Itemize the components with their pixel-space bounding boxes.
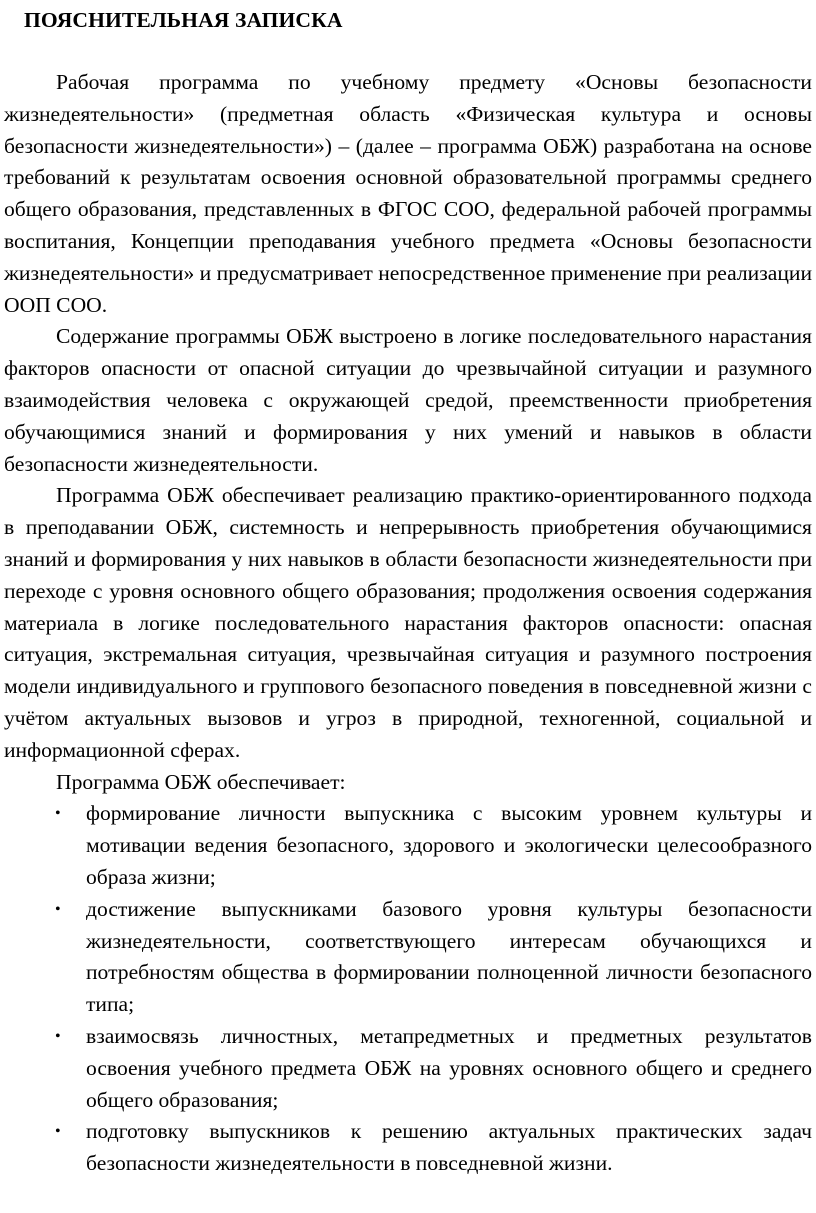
- list-item: [4, 1021, 812, 1116]
- list-item-text: взаимосвязь личностных, метапредметных и предметных результатов освоения учебного предмета ОБЖ на уровнях основного общего и среднего общего образования;: [86, 1023, 812, 1112]
- list-item: [4, 1116, 812, 1180]
- document-title: ПОЯСНИТЕЛЬНАЯ ЗАПИСКА: [24, 8, 343, 32]
- bullet-icon: •: [55, 805, 61, 823]
- list-item: [4, 894, 812, 1021]
- bullet-list: [4, 798, 812, 1180]
- list-intro: Программа ОБЖ обеспечивает:: [56, 769, 346, 794]
- list-item: [4, 798, 812, 893]
- paragraph-purpose: Рабочая программа по учебному предмету «Основы безопасности жизнедеятельности» (предметная область «Физическая культура и основы безопасности жизнедеятельности») – (далее – программа ОБЖ) разработана на основе требований к результатам освоения основной образовательной программы среднего общего образования, представленных в ФГОС СОО, федеральной рабочей программы воспитания, Концепции преподавания учебного предмета «Основы безопасности жизнедеятельности» и предусматривает непосредственное применение при реализации ООП СОО.: [4, 70, 812, 317]
- paragraph-content: Содержание программы ОБЖ выстроено в логике последовательного нарастания факторов опасности от опасной ситуации до чрезвычайной ситуации и разумного взаимодействия человека с окружающей средой, преемственности приобретения обучающимися знаний и формирования у них умений и навыков в области безопасности жизнедеятельности.: [4, 324, 812, 476]
- bullet-icon: •: [55, 1027, 61, 1045]
- list-item-text: подготовку выпускников к решению актуальных практических задач безопасности жизнедеятельности в повседневной жизни.: [86, 1119, 812, 1176]
- bullet-icon: •: [55, 900, 61, 918]
- list-item-text: формирование личности выпускника с высоким уровнем культуры и мотивации ведения безопасного, здорового и экологически целесообразного образа жизни;: [86, 801, 812, 889]
- paragraph-approach: Программа ОБЖ обеспечивает реализацию практико-ориентированного подхода в преподавании ОБЖ, системность и непрерывность приобретения обучающимися знаний и формирования у них навыков в области безопасности жизнедеятельности при переходе с уровня основного общего образования; продолжения освоения содержания материала в логике последовательного нарастания факторов опасности: опасная ситуация, экстремальная ситуация, чрезвычайная ситуация и разумного построения модели индивидуального и группового безопасного поведения в повседневной жизни с учётом актуальных вызовов и угроз в природной, техногенной, социальной и информационной сферах.: [4, 483, 812, 762]
- title-spacer: [4, 36, 812, 67]
- bullet-icon: •: [55, 1123, 61, 1141]
- list-item-text: достижение выпускниками базового уровня культуры безопасности жизнедеятельности, соответствующего интересам обучающихся и потребностям общества в формировании полноценной личности безопасного типа;: [86, 896, 812, 1017]
